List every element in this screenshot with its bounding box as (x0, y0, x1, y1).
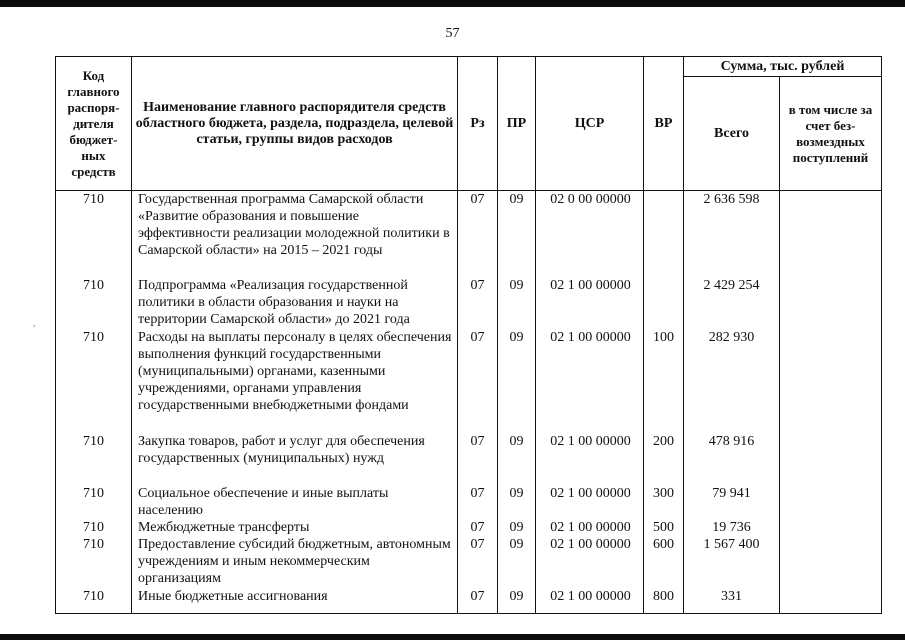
row-pr: 09 (498, 536, 536, 588)
row-csr: 02 1 00 00000 (536, 433, 644, 485)
row-name: Предоставление субсидий бюджетным, автономным учреждениям и иным некоммерческим организациям (132, 536, 458, 588)
row-rz: 07 (458, 433, 498, 485)
row-incl (780, 536, 882, 588)
header-name: Наименование главного распорядителя средств областного бюджета, раздела, подраздела, целевой статьи, группы видов расходов (132, 57, 458, 191)
row-pr: 09 (498, 433, 536, 485)
row-code: 710 (56, 485, 132, 519)
row-csr: 02 0 00 00000 (536, 191, 644, 277)
row-code: 710 (56, 277, 132, 329)
row-pr: 09 (498, 588, 536, 614)
row-pr: 09 (498, 191, 536, 277)
row-rz: 07 (458, 329, 498, 433)
row-pr: 09 (498, 485, 536, 519)
row-rz: 07 (458, 277, 498, 329)
row-code: 710 (56, 536, 132, 588)
row-pr: 09 (498, 519, 536, 536)
row-incl (780, 485, 882, 519)
row-incl (780, 588, 882, 614)
row-total: 478 916 (684, 433, 780, 485)
row-vr: 300 (644, 485, 684, 519)
row-code: 710 (56, 191, 132, 277)
row-total: 2 429 254 (684, 277, 780, 329)
row-csr: 02 1 00 00000 (536, 277, 644, 329)
row-name: Закупка товаров, работ и услуг для обеспечения государственных (муниципальных) нужд (132, 433, 458, 485)
row-vr: 100 (644, 329, 684, 433)
budget-table (55, 56, 882, 614)
table-row (56, 588, 882, 614)
header-code: Код главного распоря-дителя бюджет-ных средств (56, 57, 132, 191)
table-row (56, 485, 882, 519)
row-name: Расходы на выплаты персоналу в целях обеспечения выполнения функций государственными (муниципальными) органами, казенными учреждениями, органами управления государственными внебюджетными фондами (132, 329, 458, 433)
row-pr: 09 (498, 277, 536, 329)
row-rz: 07 (458, 588, 498, 614)
row-csr: 02 1 00 00000 (536, 329, 644, 433)
row-vr (644, 277, 684, 329)
row-csr: 02 1 00 00000 (536, 485, 644, 519)
row-name: Социальное обеспечение и иные выплаты населению (132, 485, 458, 519)
margin-mark: , (33, 318, 36, 328)
table-body (56, 191, 882, 614)
row-code: 710 (56, 588, 132, 614)
row-total: 79 941 (684, 485, 780, 519)
row-vr: 200 (644, 433, 684, 485)
row-rz: 07 (458, 485, 498, 519)
row-csr: 02 1 00 00000 (536, 536, 644, 588)
header-sum: Сумма, тыс. рублей (684, 57, 882, 77)
row-code: 710 (56, 433, 132, 485)
table-row (56, 433, 882, 485)
header-csr: ЦСР (536, 57, 644, 191)
table-row (56, 519, 882, 536)
row-incl (780, 329, 882, 433)
row-total: 282 930 (684, 329, 780, 433)
row-rz: 07 (458, 519, 498, 536)
table-row (56, 191, 882, 277)
row-code: 710 (56, 329, 132, 433)
header-incl: в том числе за счет без-возмездных поступлений (780, 77, 882, 191)
row-vr: 500 (644, 519, 684, 536)
top-border (0, 0, 905, 7)
row-name: Иные бюджетные ассигнования (132, 588, 458, 614)
header-pr: ПР (498, 57, 536, 191)
header-rz: Рз (458, 57, 498, 191)
row-vr: 800 (644, 588, 684, 614)
row-pr: 09 (498, 329, 536, 433)
row-rz: 07 (458, 191, 498, 277)
header-vr: ВР (644, 57, 684, 191)
row-incl (780, 277, 882, 329)
row-name: Подпрограмма «Реализация государственной политики в области образования и науки на территории Самарской области» до 2021 года (132, 277, 458, 329)
row-code: 710 (56, 519, 132, 536)
row-incl (780, 433, 882, 485)
row-vr: 600 (644, 536, 684, 588)
row-vr (644, 191, 684, 277)
row-total: 331 (684, 588, 780, 614)
row-rz: 07 (458, 536, 498, 588)
row-name: Государственная программа Самарской области «Развитие образования и повышение эффективности реализации молодежной политики в Самарской области» на 2015 – 2021 годы (132, 191, 458, 277)
row-csr: 02 1 00 00000 (536, 588, 644, 614)
row-total: 19 736 (684, 519, 780, 536)
table-row (56, 329, 882, 433)
header-total: Всего (684, 77, 780, 191)
table-row (56, 277, 882, 329)
row-incl (780, 191, 882, 277)
bottom-border (0, 634, 905, 640)
row-name: Межбюджетные трансферты (132, 519, 458, 536)
row-total: 1 567 400 (684, 536, 780, 588)
table-row (56, 536, 882, 588)
row-total: 2 636 598 (684, 191, 780, 277)
table-header (56, 57, 882, 191)
page-number: 57 (445, 26, 460, 41)
row-incl (780, 519, 882, 536)
row-csr: 02 1 00 00000 (536, 519, 644, 536)
